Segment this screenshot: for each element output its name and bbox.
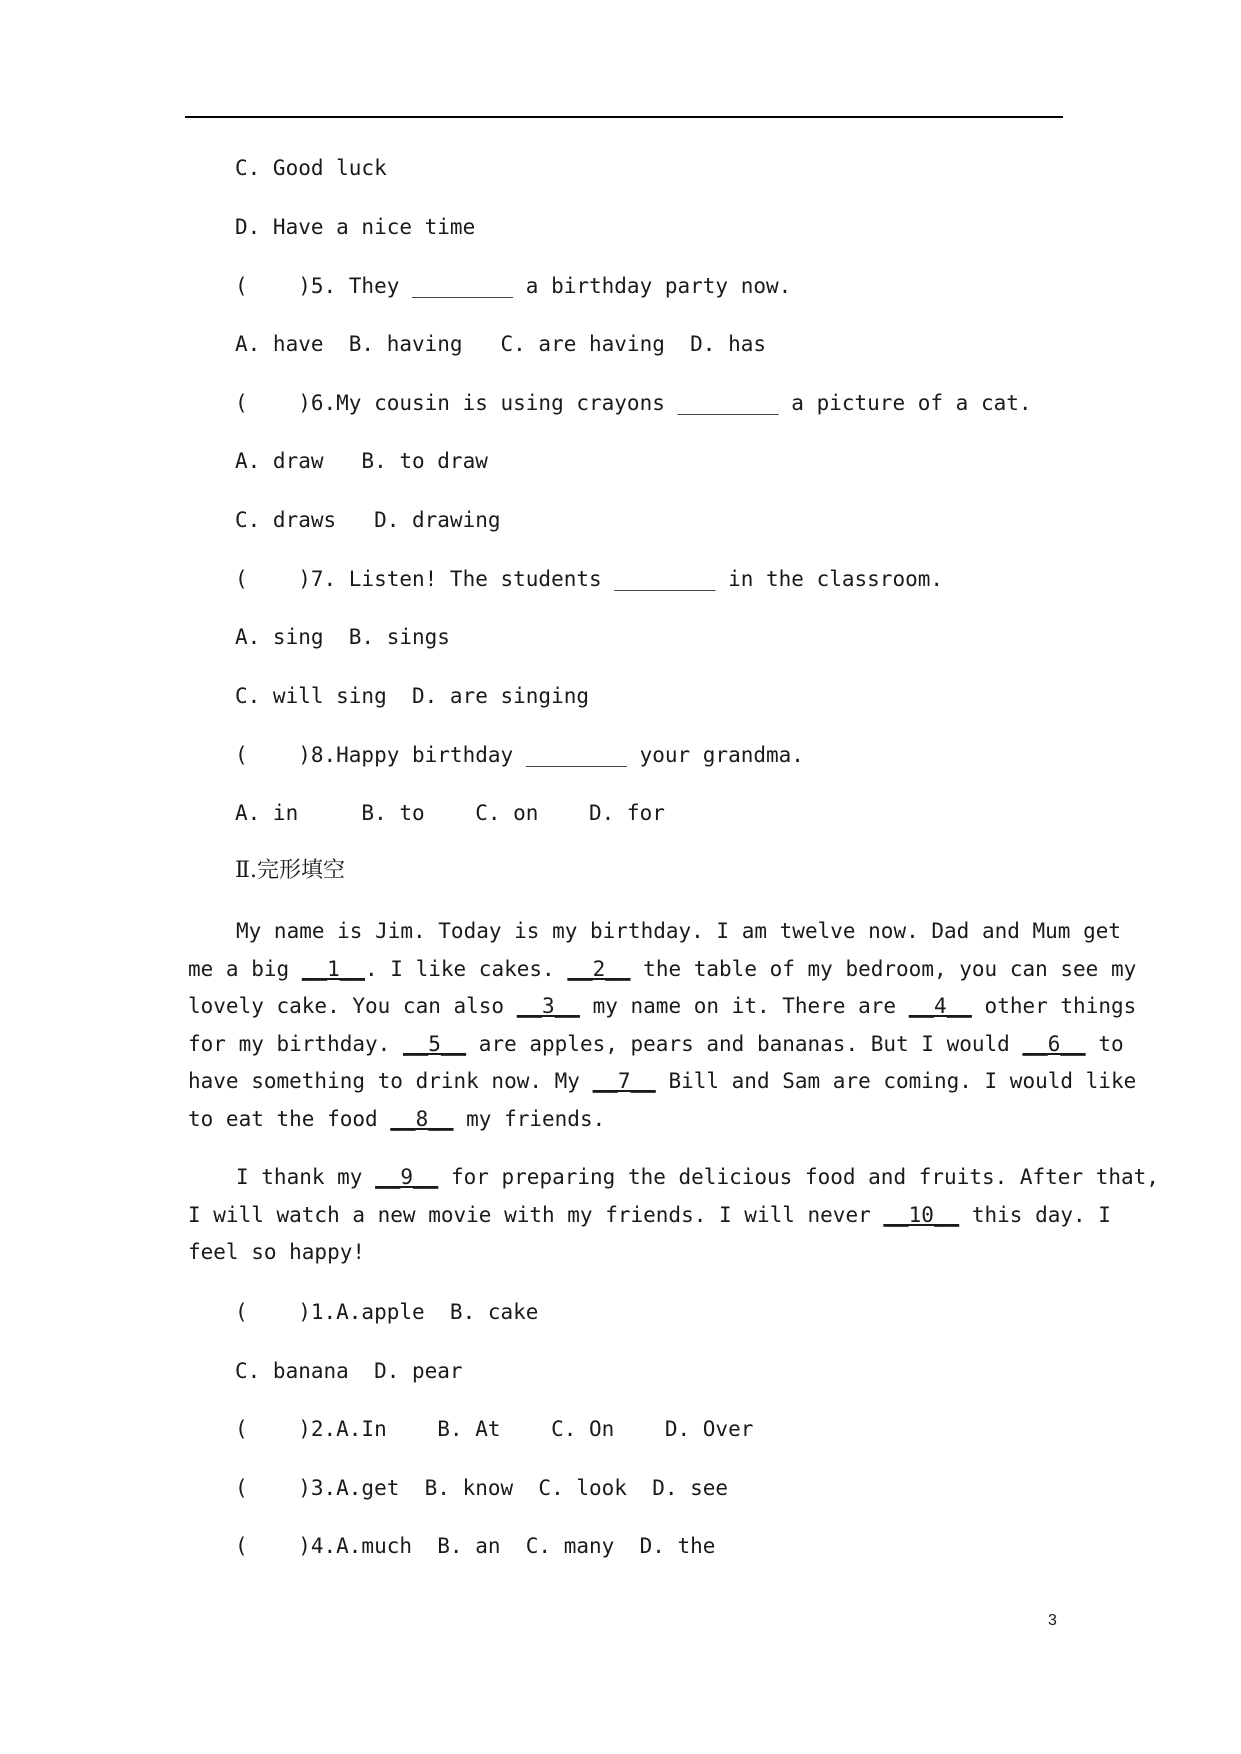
option-line: A. draw B. to draw <box>235 449 488 473</box>
question-line: ( )7. Listen! The students ________ in the classroom. <box>235 567 944 591</box>
blank-7: __7__ <box>592 1069 656 1093</box>
option-line: D. Have a nice time <box>235 215 476 239</box>
option-line: A. in B. to C. on D. for <box>235 801 665 825</box>
question-line: ( )5. They ________ a birthday party now. <box>235 274 792 298</box>
paragraph-line: I will watch a new movie with my friends. I will never __10__ this day. I <box>188 1202 1111 1227</box>
cloze-paragraph-2 <box>188 1159 1159 1272</box>
blank-4: __4__ <box>908 994 972 1018</box>
option-line: C. draws D. drawing <box>235 508 501 532</box>
question-line: ( )8.Happy birthday ________ your grandma. <box>235 743 804 767</box>
blank-5: __5__ <box>402 1031 467 1056</box>
question-line: ( )6.My cousin is using crayons ________ a picture of a cat. <box>235 391 1032 415</box>
blank-8: __8__ <box>390 1106 454 1131</box>
blank-3: __3__ <box>516 994 580 1018</box>
blank-2: __2__ <box>567 956 631 981</box>
option-line: A. have B. having C. are having D. has <box>235 332 767 356</box>
paragraph-line: to eat the food __8__ my friends. <box>188 1106 606 1131</box>
option-line: C. Good luck <box>235 156 387 180</box>
blank-10: __10__ <box>883 1202 960 1227</box>
paragraph-line: I thank my __9__ for preparing the delicious food and fruits. After that, <box>236 1165 1159 1189</box>
cloze-paragraph-1 <box>188 913 1137 1138</box>
question-line: ( )3.A.get B. know C. look D. see <box>235 1476 729 1500</box>
blank-9: __9__ <box>375 1165 439 1189</box>
page-number: 3 <box>1048 1612 1057 1629</box>
section-heading: Ⅱ.完形填空 <box>235 858 345 883</box>
paragraph-line: have something to drink now. My __7__ Bill and Sam are coming. I would like <box>188 1069 1137 1093</box>
option-line: C. banana D. pear <box>235 1359 463 1383</box>
option-line: C. will sing D. are singing <box>235 684 590 708</box>
paragraph-line: me a big __1__. I like cakes. __2__ the table of my bedroom, you can see my <box>188 956 1137 981</box>
option-line: A. sing B. sings <box>235 625 450 649</box>
header-rule <box>185 116 1063 118</box>
paragraph-line: for my birthday. __5__ are apples, pears and bananas. But I would __6__ to <box>188 1031 1124 1056</box>
paragraph-line: My name is Jim. Today is my birthday. I am twelve now. Dad and Mum get <box>236 919 1122 943</box>
blank-6: __6__ <box>1022 1031 1086 1056</box>
question-line: ( )4.A.much B. an C. many D. the <box>235 1534 716 1558</box>
paragraph-line: lovely cake. You can also __3__ my name on it. There are __4__ other things <box>188 994 1137 1018</box>
blank-1: __1__ <box>301 956 366 981</box>
paragraph-line: feel so happy! <box>188 1240 366 1264</box>
question-line: ( )2.A.In B. At C. On D. Over <box>235 1417 754 1441</box>
question-line: ( )1.A.apple B. cake <box>235 1300 539 1324</box>
